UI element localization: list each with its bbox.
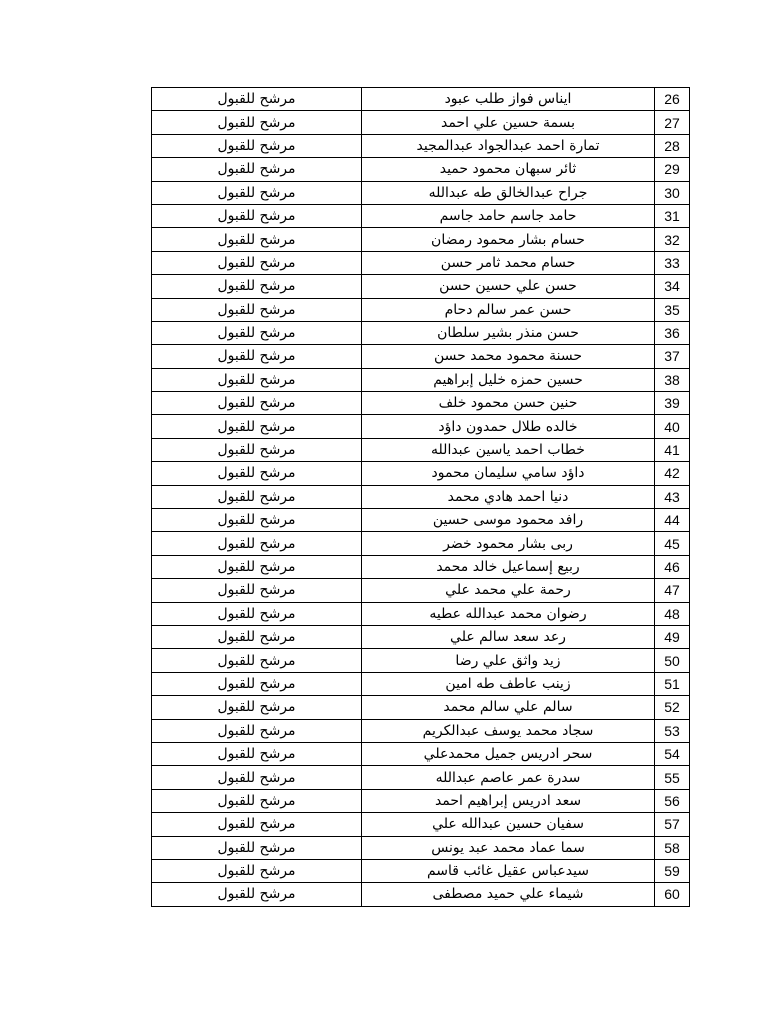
table-row (152, 883, 690, 906)
candidate-name-cell: داؤد سامي سليمان محمود (362, 462, 655, 485)
candidate-name-cell: شيماء علي حميد مصطفى (362, 883, 655, 906)
status-cell: مرشح للقبول (152, 415, 362, 438)
row-number-cell: 51 (655, 672, 690, 695)
row-number-cell: 26 (655, 88, 690, 111)
row-number-cell: 27 (655, 111, 690, 134)
row-number-cell: 30 (655, 181, 690, 204)
row-number-cell: 49 (655, 625, 690, 648)
candidate-name-cell: حسن عمر سالم دحام (362, 298, 655, 321)
candidate-name-cell: بسمة حسين علي احمد (362, 111, 655, 134)
status-cell: مرشح للقبول (152, 134, 362, 157)
row-number-cell: 33 (655, 251, 690, 274)
candidate-name-cell: حسين حمزه خليل إبراهيم (362, 368, 655, 391)
row-number-cell: 37 (655, 345, 690, 368)
candidate-name-cell: زينب عاطف طه امين (362, 672, 655, 695)
table-row (152, 649, 690, 672)
row-number-cell: 44 (655, 509, 690, 532)
status-cell: مرشح للقبول (152, 228, 362, 251)
row-number-cell: 48 (655, 602, 690, 625)
row-number-cell: 31 (655, 204, 690, 227)
table-row (152, 625, 690, 648)
status-cell: مرشح للقبول (152, 742, 362, 765)
status-cell: مرشح للقبول (152, 111, 362, 134)
row-number-cell: 47 (655, 579, 690, 602)
table-row (152, 204, 690, 227)
status-cell: مرشح للقبول (152, 485, 362, 508)
status-cell: مرشح للقبول (152, 555, 362, 578)
row-number-cell: 57 (655, 813, 690, 836)
status-cell: مرشح للقبول (152, 813, 362, 836)
status-cell: مرشح للقبول (152, 462, 362, 485)
row-number-cell: 56 (655, 789, 690, 812)
table-row (152, 415, 690, 438)
status-cell: مرشح للقبول (152, 859, 362, 882)
candidate-name-cell: حنين حسن محمود خلف (362, 392, 655, 415)
status-cell: مرشح للقبول (152, 532, 362, 555)
candidate-name-cell: حامد جاسم حامد جاسم (362, 204, 655, 227)
table-row (152, 719, 690, 742)
table-row (152, 696, 690, 719)
candidate-name-cell: خطاب احمد ياسين عبدالله (362, 438, 655, 461)
candidate-name-cell: جراح عبدالخالق طه عبدالله (362, 181, 655, 204)
row-number-cell: 46 (655, 555, 690, 578)
candidate-name-cell: حسنة محمود محمد حسن (362, 345, 655, 368)
table-row (152, 228, 690, 251)
candidate-name-cell: خالده طلال حمدون داؤد (362, 415, 655, 438)
status-cell: مرشح للقبول (152, 392, 362, 415)
status-cell: مرشح للقبول (152, 158, 362, 181)
row-number-cell: 60 (655, 883, 690, 906)
table-row (152, 859, 690, 882)
row-number-cell: 39 (655, 392, 690, 415)
table-row (152, 509, 690, 532)
status-cell: مرشح للقبول (152, 625, 362, 648)
candidate-name-cell: سدرة عمر عاصم عبدالله (362, 766, 655, 789)
candidate-name-cell: سجاد محمد يوسف عبدالكريم (362, 719, 655, 742)
status-cell: مرشح للقبول (152, 719, 362, 742)
candidate-name-cell: حسن علي حسين حسن (362, 275, 655, 298)
table-row (152, 111, 690, 134)
row-number-cell: 35 (655, 298, 690, 321)
row-number-cell: 45 (655, 532, 690, 555)
table-row (152, 742, 690, 765)
row-number-cell: 34 (655, 275, 690, 298)
status-cell: مرشح للقبول (152, 883, 362, 906)
table-row (152, 345, 690, 368)
candidate-name-cell: رضوان محمد عبدالله عطيه (362, 602, 655, 625)
status-cell: مرشح للقبول (152, 789, 362, 812)
row-number-cell: 58 (655, 836, 690, 859)
candidate-name-cell: حسام بشار محمود رمضان (362, 228, 655, 251)
table-row (152, 158, 690, 181)
candidate-name-cell: سما عماد محمد عبد يونس (362, 836, 655, 859)
status-cell: مرشح للقبول (152, 181, 362, 204)
row-number-cell: 59 (655, 859, 690, 882)
table-row (152, 438, 690, 461)
candidate-name-cell: سفيان حسين عبدالله علي (362, 813, 655, 836)
table-row (152, 836, 690, 859)
row-number-cell: 40 (655, 415, 690, 438)
table-row (152, 181, 690, 204)
table-row (152, 462, 690, 485)
row-number-cell: 36 (655, 321, 690, 344)
table-row (152, 813, 690, 836)
table-row (152, 579, 690, 602)
status-cell: مرشح للقبول (152, 766, 362, 789)
candidate-name-cell: سعد ادريس إبراهيم احمد (362, 789, 655, 812)
row-number-cell: 29 (655, 158, 690, 181)
status-cell: مرشح للقبول (152, 602, 362, 625)
candidate-name-cell: سيدعباس عقيل غائب قاسم (362, 859, 655, 882)
table-row (152, 88, 690, 111)
candidates-table (151, 87, 690, 907)
table-row (152, 532, 690, 555)
candidate-name-cell: رافد محمود موسى حسين (362, 509, 655, 532)
table-row (152, 766, 690, 789)
status-cell: مرشح للقبول (152, 368, 362, 391)
table-row (152, 485, 690, 508)
row-number-cell: 41 (655, 438, 690, 461)
status-cell: مرشح للقبول (152, 579, 362, 602)
status-cell: مرشح للقبول (152, 509, 362, 532)
row-number-cell: 38 (655, 368, 690, 391)
row-number-cell: 50 (655, 649, 690, 672)
table-row (152, 321, 690, 344)
candidate-name-cell: دنيا احمد هادي محمد (362, 485, 655, 508)
status-cell: مرشح للقبول (152, 204, 362, 227)
status-cell: مرشح للقبول (152, 275, 362, 298)
status-cell: مرشح للقبول (152, 345, 362, 368)
table-row (152, 392, 690, 415)
table-row (152, 251, 690, 274)
table-row (152, 555, 690, 578)
status-cell: مرشح للقبول (152, 836, 362, 859)
candidate-name-cell: ربيع إسماعيل خالد محمد (362, 555, 655, 578)
status-cell: مرشح للقبول (152, 696, 362, 719)
table-row (152, 298, 690, 321)
candidate-name-cell: حسن منذر بشير سلطان (362, 321, 655, 344)
table-row (152, 602, 690, 625)
status-cell: مرشح للقبول (152, 649, 362, 672)
row-number-cell: 52 (655, 696, 690, 719)
status-cell: مرشح للقبول (152, 298, 362, 321)
row-number-cell: 53 (655, 719, 690, 742)
row-number-cell: 54 (655, 742, 690, 765)
row-number-cell: 32 (655, 228, 690, 251)
candidate-name-cell: سحر ادريس جميل محمدعلي (362, 742, 655, 765)
table-row (152, 672, 690, 695)
table-row (152, 275, 690, 298)
status-cell: مرشح للقبول (152, 88, 362, 111)
candidate-name-cell: تمارة احمد عبدالجواد عبدالمجيد (362, 134, 655, 157)
table-row (152, 789, 690, 812)
candidate-name-cell: حسام محمد ثامر حسن (362, 251, 655, 274)
candidate-name-cell: ربى بشار محمود خضر (362, 532, 655, 555)
candidate-name-cell: زيد واثق علي رضا (362, 649, 655, 672)
candidate-name-cell: سالم علي سالم محمد (362, 696, 655, 719)
row-number-cell: 42 (655, 462, 690, 485)
status-cell: مرشح للقبول (152, 251, 362, 274)
candidate-name-cell: ايناس فواز طلب عبود (362, 88, 655, 111)
candidate-name-cell: ثائر سبهان محمود حميد (362, 158, 655, 181)
status-cell: مرشح للقبول (152, 672, 362, 695)
candidate-name-cell: رعد سعد سالم علي (362, 625, 655, 648)
status-cell: مرشح للقبول (152, 438, 362, 461)
table-row (152, 134, 690, 157)
status-cell: مرشح للقبول (152, 321, 362, 344)
row-number-cell: 55 (655, 766, 690, 789)
table-row (152, 368, 690, 391)
row-number-cell: 43 (655, 485, 690, 508)
row-number-cell: 28 (655, 134, 690, 157)
candidate-name-cell: رحمة علي محمد علي (362, 579, 655, 602)
candidates-table-body (152, 88, 690, 907)
